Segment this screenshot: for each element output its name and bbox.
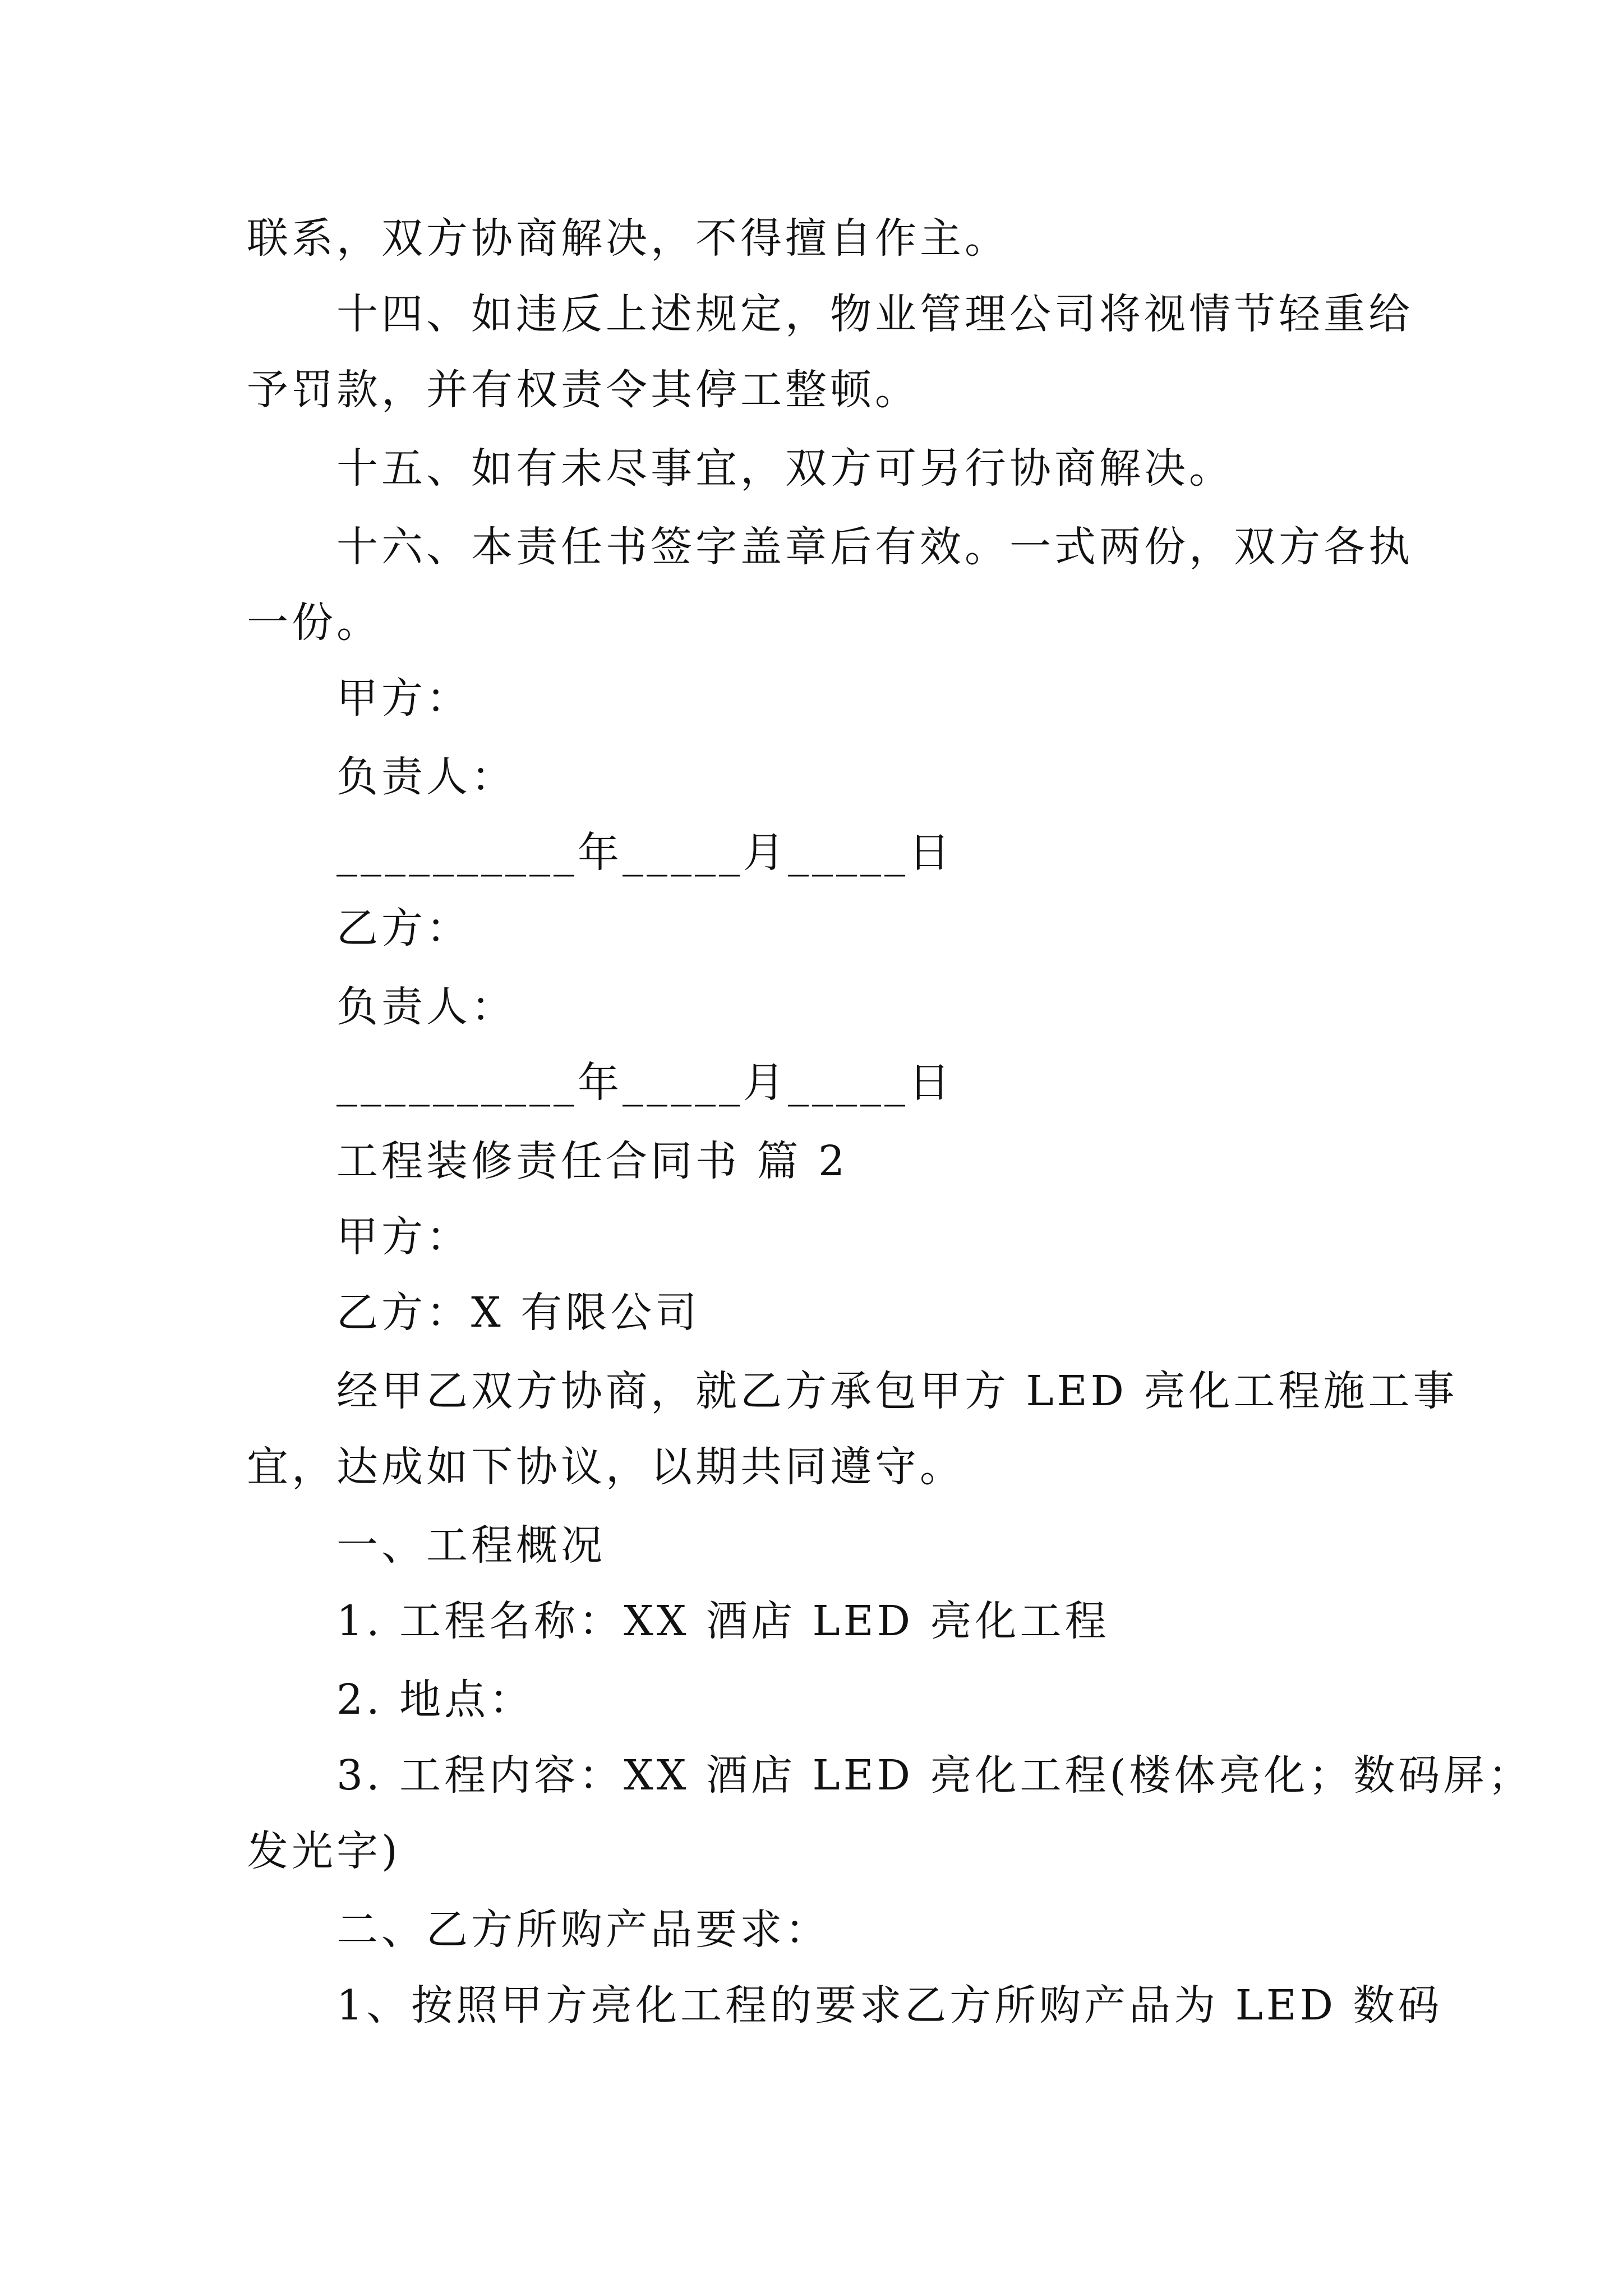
text-line: 甲方： — [336, 674, 471, 723]
date-line: __________年_____月_____日 — [336, 1059, 953, 1107]
text-line: 1、按照甲方亮化工程的要求乙方所购产品为 LED 数码 — [336, 1981, 1443, 2030]
text-line: 甲方： — [336, 1213, 471, 1261]
text-line: 乙方：X 有限公司 — [336, 1289, 700, 1337]
text-line: 宜，达成如下协议，以期共同遵守。 — [247, 1443, 965, 1491]
text-line: 负责人： — [336, 983, 516, 1031]
text-line: 3. 工程内容：XX 酒店 LED 亮化工程(楼体亮化；数码屏； — [336, 1751, 1533, 1800]
heading-line: 一、工程概况 — [336, 1521, 606, 1570]
text-line: 予罚款，并有权责令其停工整顿。 — [247, 366, 920, 414]
text-line: 发光字) — [247, 1827, 401, 1875]
text-line: 负责人： — [336, 753, 516, 801]
heading-line: 二、乙方所购产品要求： — [336, 1906, 830, 1954]
section-title: 工程装修责任合同书 篇 2 — [336, 1137, 849, 1185]
text-line: 联系，双方协商解决，不得擅自作主。 — [247, 214, 1009, 263]
text-line: 十五、如有未尽事宜，双方可另行协商解决。 — [336, 444, 1234, 493]
text-line: 十四、如违反上述规定，物业管理公司将视情节轻重给 — [336, 290, 1413, 338]
text-line: 2. 地点： — [336, 1676, 534, 1724]
text-line: 经甲乙双方协商，就乙方承包甲方 LED 亮化工程施工事 — [336, 1367, 1458, 1415]
text-line: 一份。 — [247, 599, 381, 647]
date-line: __________年_____月_____日 — [336, 829, 953, 877]
text-line: 1. 工程名称：XX 酒店 LED 亮化工程 — [336, 1597, 1110, 1645]
text-line: 乙方： — [336, 904, 471, 953]
text-line: 十六、本责任书签字盖章后有效。一式两份，双方各执 — [336, 523, 1413, 571]
